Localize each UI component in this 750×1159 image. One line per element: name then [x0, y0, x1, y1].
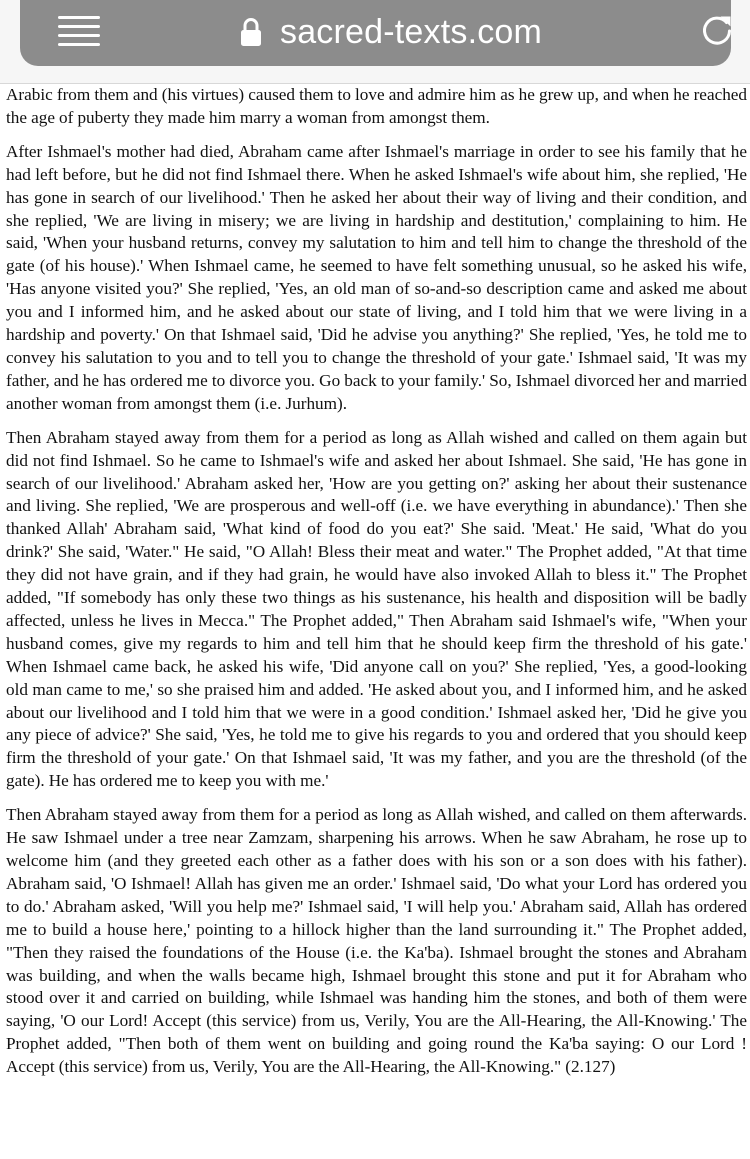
browser-top-bar — [0, 0, 750, 84]
lock-icon — [240, 17, 262, 47]
paragraph: After Ishmael's mother had died, Abraham came after Ishmael's marriage in order to see his family that he had left before, but he did not find Ishmael there. When he asked Ishmael's wife about him, she replied, 'He has gone in search of our livelihood.' Then he asked her about their way of living and their condition, and she replied, 'We are living in misery; we are living in hardship and destitution,' complaining to him. He said, 'When your husband returns, convey my salutation to him and tell him to change the threshold of the gate (of his house).' When Ishmael came, he seemed to have felt something unusual, so he asked his wife, 'Has anyone visited you?' She replied, 'Yes, an old man of so-and-so description came and asked me about you and I informed him, and he asked about our state of living, and I told him that we were living in a hardship and poverty.' On that Ishmael said, 'Did he advise you anything?' She replied, 'Yes, he told me to convey his salutation to you and to tell you to change the threshold of your gate.' Ishmael said, 'It was my father, and he has ordered me to divorce you. Go back to your family.' So, Ishmael divorced her and married another woman from amongst them (i.e. Jurhum). — [6, 141, 747, 413]
paragraph: Then Abraham stayed away from them for a period as long as Allah wished and called on them again but did not find Ishmael. So he came to Ishmael's wife and asked her about Ishmael. She said, 'He has gone in search of our livelihood.' Abraham asked her, 'How are you getting on?' asking her about their sustenance and living. She replied, 'We are prosperous and well-off (i.e. we have everything in abundance).' Then she thanked Allah' Abraham said, 'What kind of food do you eat?' She said. 'Meat.' He said, 'What do you drink?' She said, 'Water." He said, "O Allah! Bless their meat and water." The Prophet added, "At that time they did not have grain, and if they had grain, he would have also invoked Allah to bless it." The Prophet added, "If somebody has only these two things as his sustenance, his health and disposition will be badly affected, unless he lives in Mecca." The Prophet added," Then Abraham said Ishmael's wife, "When your husband comes, give my regards to him and tell him that he should keep firm the threshold of his gate.' When Ishmael came back, he asked his wife, 'Did anyone call on you?' She replied, 'Yes, a good-looking old man came to me,' so she praised him and added. 'He asked about you, and I informed him, and he asked about our livelihood and I told him that we were in a good condition.' Ishmael asked her, 'Did he give you any piece of advice?' She said, 'Yes, he told me to give his regards to you and ordered that you should keep firm the threshold of your gate.' On that Ishmael said, 'It was my father, and you are the threshold (of the gate). He has ordered me to keep you with me.' — [6, 427, 747, 791]
address-bar[interactable] — [20, 0, 731, 66]
url-display[interactable] — [240, 10, 542, 54]
article-body — [6, 84, 747, 1090]
paragraph: Arabic from them and (his virtues) caused them to love and admire him as he grew up, and when he reached the age of puberty they made him marry a woman from amongst them. — [6, 85, 748, 127]
hamburger-menu-icon[interactable] — [58, 16, 100, 46]
reload-icon[interactable] — [699, 13, 735, 49]
paragraph: Then Abraham stayed away from them for a period as long as Allah wished, and called on them afterwards. He saw Ishmael under a tree near Zamzam, sharpening his arrows. When he saw Abraham, he rose up to welcome him (and they greeted each other as a father does with his son or a son does with his father). Abraham said, 'O Ishmael! Allah has given me an order.' Ishmael said, 'Do what your Lord has ordered you to do.' Abraham asked, 'Will you help me?' Ishmael said, 'I will help you.' Abraham said, Allah has ordered me to build a house here,' pointing to a hillock higher than the land surrounding it." The Prophet added, "Then they raised the foundations of the House (i.e. the Ka'ba). Ishmael brought the stones and Abraham was building, and when the walls became high, Ishmael brought this stone and put it for Abraham who stood over it and carried on building, while Ishmael was handing him the stones, and both of them were saying, 'O our Lord! Accept (this service) from us, Verily, You are the All-Hearing, the All-Knowing.' The Prophet added, "Then both of them went on building and going round the Ka'ba saying: O our Lord ! Accept (this service) from us, Verily, You are the All-Hearing, the All-Knowing." (2.127) — [6, 805, 747, 1077]
url-text: sacred-texts.com — [280, 12, 543, 51]
